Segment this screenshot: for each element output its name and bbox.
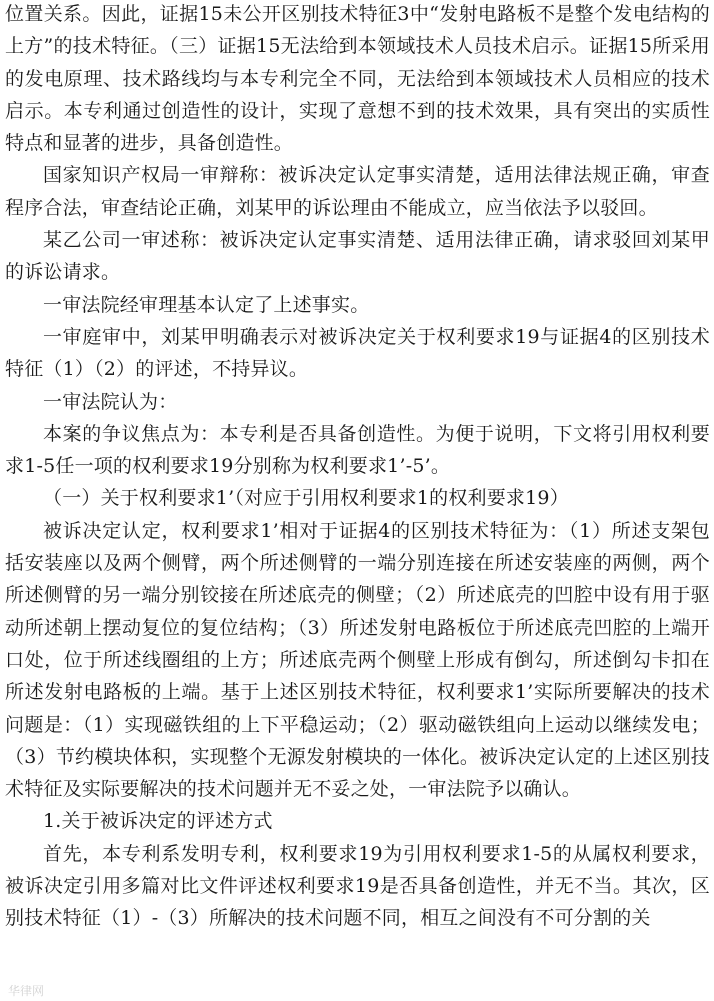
paragraph-1: 位置关系。因此，证据15未公开区别技术特征3中“发射电路板不是整个发电结构的上方”的技术特征。（三）证据15无法给到本领域技术人员技术启示。证据15所采用的发电原理、技术路线均与本专利完全不同，无法给到本领域技术人员相应的技术启示。本专利通过创造性的设计，实现了意想不到的技术效果，具有突出的实质性特点和显著的进步，具备创造性。 <box>5 3 710 155</box>
paragraph-3: 某乙公司一审述称：被诉决定认定事实清楚、适用法律正确，请求驳回刘某甲的诉讼请求。 <box>5 229 710 284</box>
paragraph-8-heading: （一）关于权利要求1’（对应于引用权利要求1的权利要求19） <box>43 487 569 510</box>
paragraph-9: 被诉决定认定，权利要求1’相对于证据4的区别技术特征为：（1）所述支架包括安装座以及两个侧臂，两个所述侧臂的一端分别连接在所述安装座的两侧，两个所述侧臂的另一端分别铰接在所述底壳的侧壁；（2）所述底壳的凹腔中设有用于驱动所述朝上摆动复位的复位结构；（3）所述发射电路板位于所述底壳凹腔的上端开口处，位于所述线圈组的上方；所述底壳两个侧壁上形成有倒勾，所述倒勾卡扣在所述发射电路板的上端。基于上述区别技术特征，权利要求1’实际所要解决的技术问题是：（1）实现磁铁组的上下平稳运动；（2）驱动磁铁组向上运动以继续发电；（3）节约模块体积，实现整个无源发射模块的一体化。被诉决定认定的上述区别技术特征及实际要解决的技术问题并无不妥之处，一审法院予以确认。 <box>5 519 710 801</box>
paragraph-10-heading: 1.关于被诉决定的评述方式 <box>43 810 273 833</box>
paragraph-11: 首先，本专利系发明专利，权利要求19为引用权利要求1-5的从属权利要求，被诉决定引用多篇对比文件评述权利要求19是否具备创造性，并无不当。其次，区别技术特征（1）-（3）所解决的技术问题不同，相互之间没有不可分割的关 <box>5 842 710 930</box>
watermark-logo: 华律网 <box>8 984 45 998</box>
paragraph-6: 一审法院认为： <box>43 390 178 413</box>
paragraph-2: 国家知识产权局一审辩称：被诉决定认定事实清楚，适用法律法规正确，审查程序合法，审查结论正确，刘某甲的诉讼理由不能成立，应当依法予以驳回。 <box>5 164 710 219</box>
paragraph-7: 本案的争议焦点为：本专利是否具备创造性。为便于说明，下文将引用权利要求1-5任一项的权利要求19分别称为权利要求1’-5’。 <box>5 422 710 478</box>
paragraph-5: 一审庭审中，刘某甲明确表示对被诉决定关于权利要求19与证据4的区别技术特征（1）（2）的评述，不持异议。 <box>5 325 710 381</box>
paragraph-4: 一审法院经审理基本认定了上述事实。 <box>43 293 370 316</box>
